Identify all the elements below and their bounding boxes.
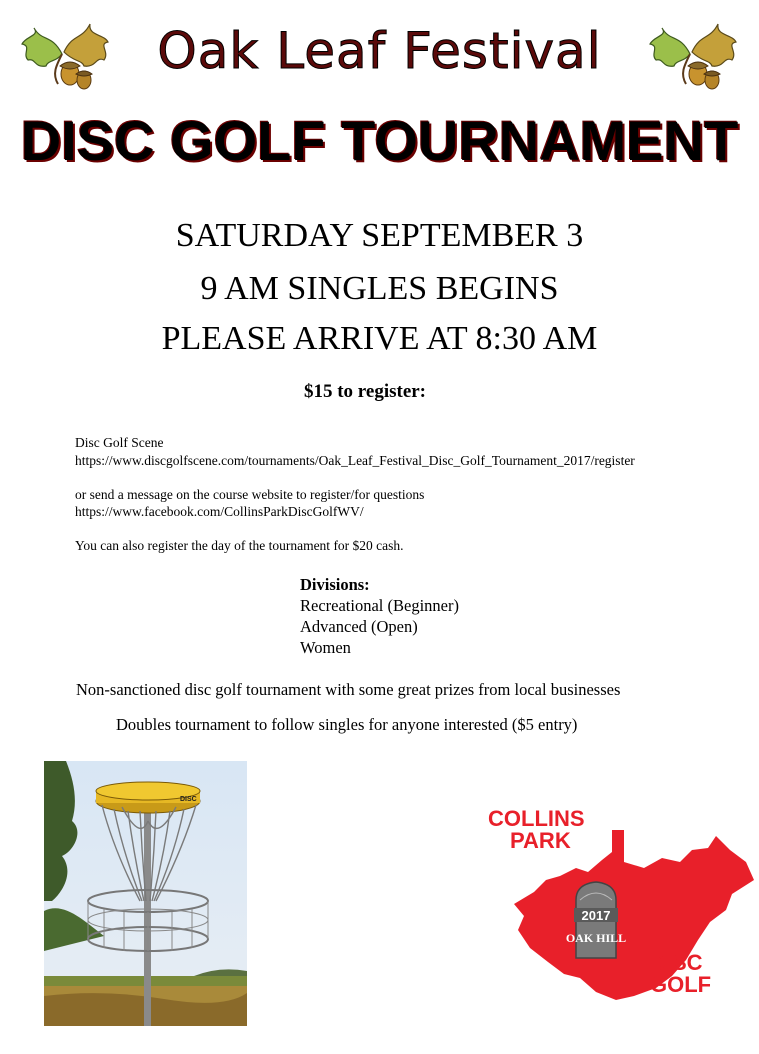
logo-line3: DISC bbox=[650, 950, 703, 975]
disc-golf-basket-photo bbox=[44, 761, 247, 1026]
register-link[interactable]: https://www.discgolfscene.com/tournaments/Oak_Leaf_Festival_Disc_Golf_Tournament_2017/register bbox=[75, 453, 635, 468]
festival-title: Oak Leaf Festival bbox=[157, 22, 602, 80]
logo-year: 2017 bbox=[581, 908, 611, 923]
logo-line1: COLLINS bbox=[488, 806, 585, 831]
division-item: Women bbox=[300, 638, 351, 657]
tournament-title: DISC GOLF TOURNAMENT bbox=[20, 109, 739, 172]
division-item: Advanced (Open) bbox=[300, 617, 418, 636]
logo-line4: GOLF bbox=[650, 972, 712, 997]
non-sanctioned-note: Non-sanctioned disc golf tournament with some great prizes from local businesses bbox=[76, 680, 621, 699]
day-of-registration: You can also register the day of the tournament for $20 cash. bbox=[75, 538, 404, 553]
logo-town: OAK HILL bbox=[565, 931, 627, 945]
register-heading: $15 to register: bbox=[303, 381, 427, 402]
event-arrive-time: PLEASE ARRIVE AT 8:30 AM bbox=[161, 320, 598, 357]
facebook-link[interactable]: https://www.facebook.com/CollinsParkDiscGolfWV/ bbox=[75, 504, 364, 519]
event-date: SATURDAY SEPTEMBER 3 bbox=[175, 217, 584, 254]
event-start-time: 9 AM SINGLES BEGINS bbox=[200, 270, 559, 307]
basket-label: DISC bbox=[180, 796, 197, 803]
divisions-heading: Divisions: bbox=[300, 575, 370, 594]
logo-line2: PARK bbox=[510, 828, 571, 853]
divisions-block bbox=[300, 574, 459, 658]
division-item: Recreational (Beginner) bbox=[300, 596, 459, 615]
site-name: Disc Golf Scene bbox=[75, 435, 164, 450]
doubles-note: Doubles tournament to follow singles for anyone interested ($5 entry) bbox=[116, 715, 578, 734]
collins-park-logo bbox=[484, 800, 759, 1015]
message-line: or send a message on the course website to register/for questions bbox=[75, 487, 425, 502]
